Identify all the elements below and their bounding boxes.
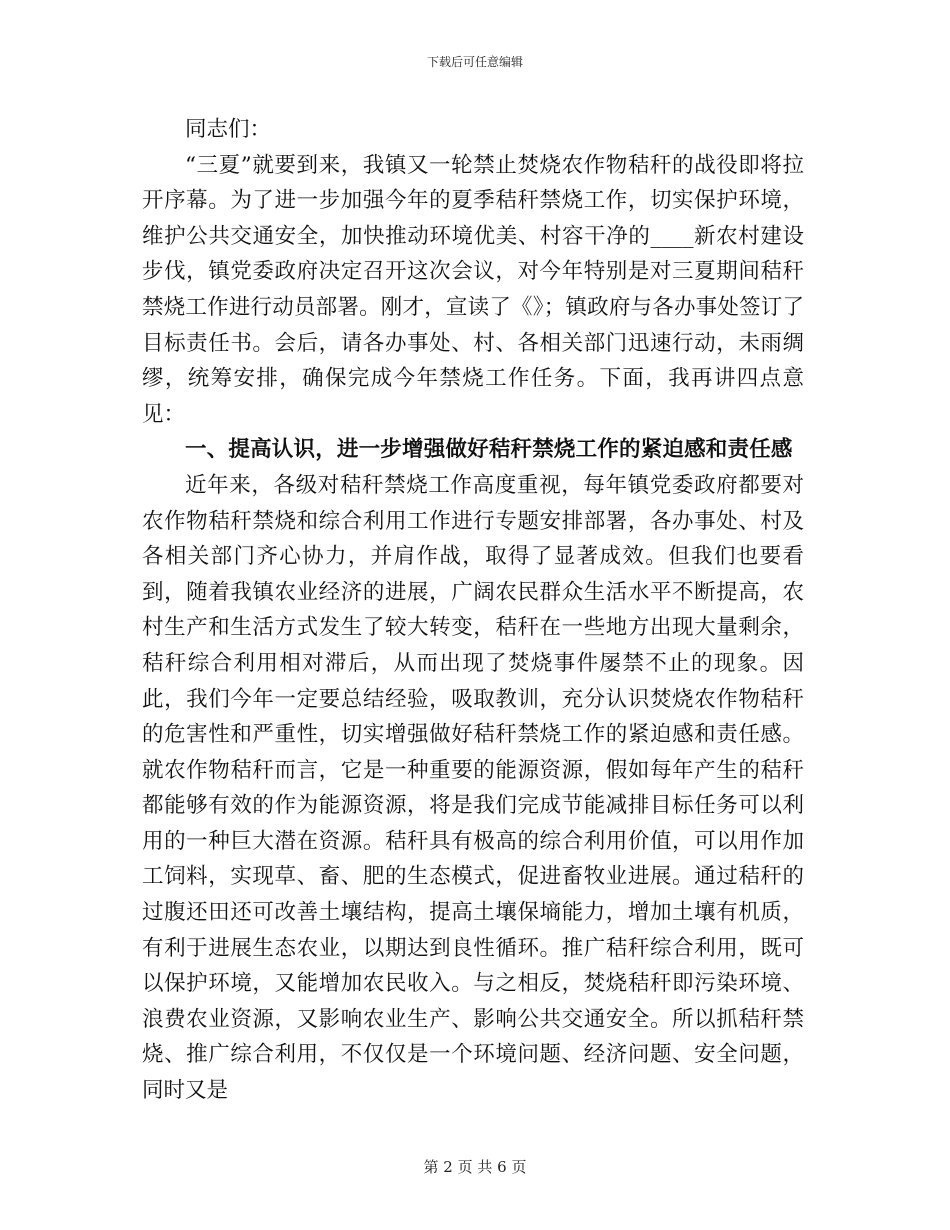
section-1-paragraph: 近年来，各级对秸秆禁烧工作高度重视，每年镇党委政府都要对农作物秸秆禁烧和综合利用工作进行专题安排部署，各办事处、村及各相关部门齐心协力，并肩作战，取得了显著成效。但我们也要看到，随着我镇农业经济的进展，广阔农民群众生活水平不断提高，农村生产和生活方式发生了较大转变，秸秆在一些地方出现大量剩余，秸秆综合利用相对滞后，从而出现了焚烧事件屡禁不止的现象。因此，我们今年一定要总结经验，吸取教训，充分认识焚烧农作物秸秆的危害性和严重性，切实增强做好秸秆禁烧工作的紧迫感和责任感。就农作物秸秆而言，它是一种重要的能源资源，假如每年产生的秸秆都能够有效的作为能源资源，将是我们完成节能减排目标任务可以利用的一种巨大潜在资源。秸秆具有极高的综合利用价值，可以用作加工饲料，实现草、畜、肥的生态模式，促进畜牧业进展。通过秸秆的过腹还田还可改善土壤结构，提高土壤保墒能力，增加土壤有机质，有利于进展生态农业，以期达到良性循环。推广秸秆综合利用，既可以保护环境，又能增加农民收入。与之相反，焚烧秸秆即污染环境、浪费农业资源，又影响农业生产、影响公共交通安全。所以抓秸秆禁烧、推广综合利用，不仅仅是一个环境问题、经济问题、安全问题，同时又是 <box>142 472 804 1104</box>
document-body <box>142 112 804 1109</box>
intro-paragraph: “三夏”就要到来，我镇又一轮禁止焚烧农作物秸秆的战役即将拉开序幕。为了进一步加强今年的夏季秸秆禁烧工作，切实保护环境，维护公共交通安全，加快推动环境优美、村容干净的____新农村建设步伐，镇党委政府决定召开这次会议，对今年特别是对三夏期间秸秆禁烧工作进行动员部署。刚才，宣读了《》；镇政府与各办事处签订了目标责任书。会后，请各办事处、村、各相关部门迅速行动，未雨绸缪，统筹安排，确保完成今年禁烧工作任务。下面，我再讲四点意见： <box>142 152 804 427</box>
page-header-note: 下载后可任意编辑 <box>426 55 523 69</box>
page-number: 第 2 页 共 6 页 <box>423 1158 527 1176</box>
salutation: 同志们： <box>185 117 272 142</box>
section-heading-1: 一、提高认识，进一步增强做好秸秆禁烧工作的紧迫感和责任感 <box>185 437 793 463</box>
